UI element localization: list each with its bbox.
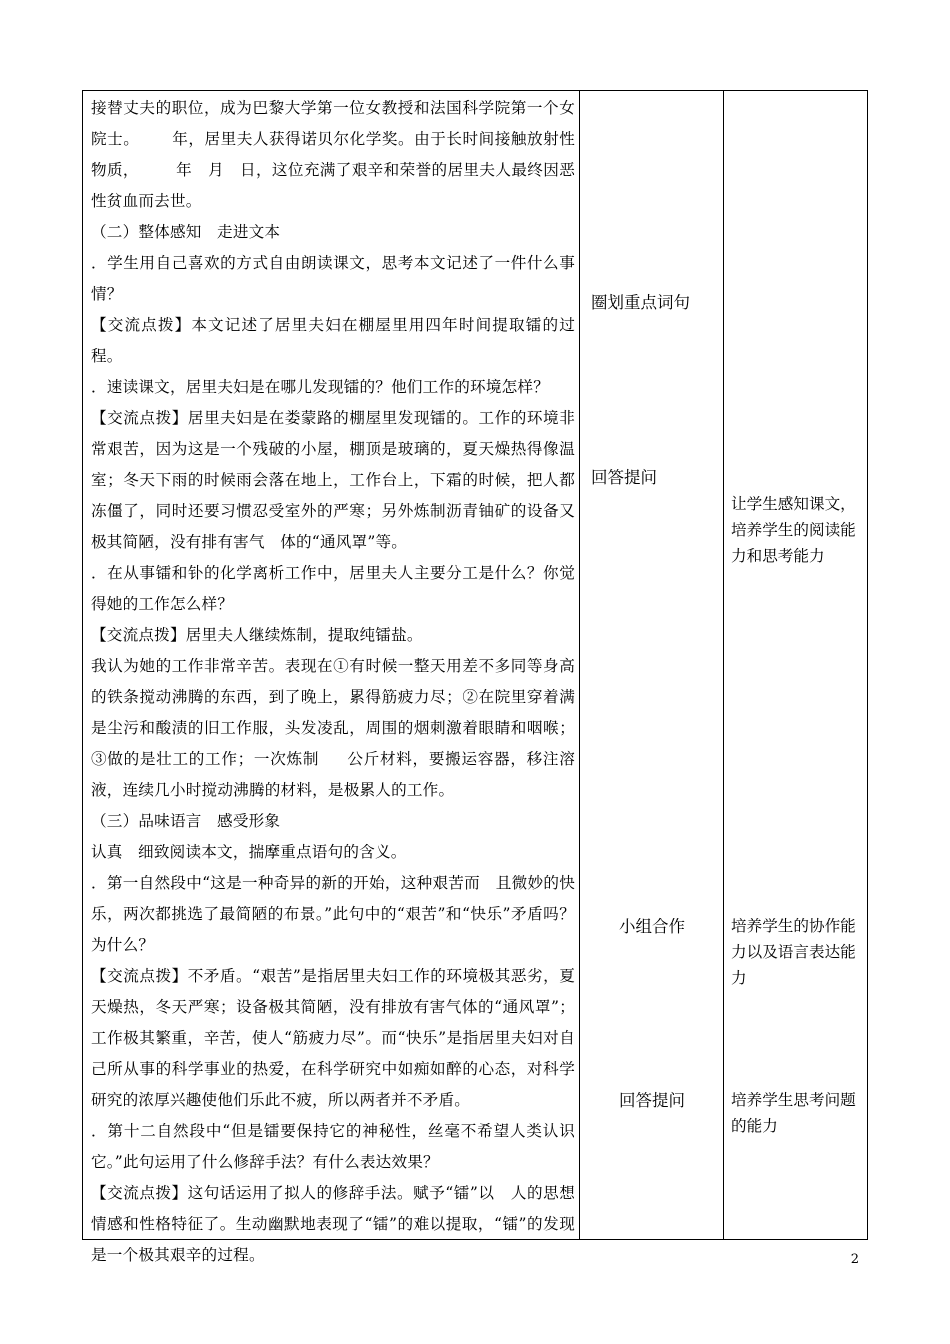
page-number: 2	[850, 1252, 859, 1267]
question-2: ．速读课文，居里夫妇是在哪儿发现镭的？他们工作的环境怎样？	[91, 378, 550, 396]
answer-1: 【交流点拨】本文记述了居里夫妇在棚屋里用四年时间提取镭的过程。	[91, 316, 575, 365]
purpose-thinking: 培养学生思考问题的能力	[731, 1091, 856, 1135]
question-3: ．在从事镭和钋的化学离析工作中，居里夫人主要分工是什么？你觉得她的工作怎么样？	[91, 564, 575, 613]
activity-answer-questions-2: 回答提问	[619, 1091, 685, 1110]
column-divider-2	[723, 91, 724, 1239]
purpose-cooperation-expression: 培养学生的协作能力以及语言表达能力	[731, 917, 856, 987]
instruction: 认真 细致阅读本文，揣摩重点语句的含义。	[91, 843, 407, 861]
column-divider-1	[579, 91, 580, 1239]
purpose-reading-thinking: 让学生感知课文，培养学生的阅读能力和思考能力	[731, 495, 856, 565]
answer-4: 【交流点拨】不矛盾。“艰苦”是指居里夫妇工作的环境极其恶劣，夏天燥热，冬天严寒；设备极其简陋，没有排放有害气体的“通风罩”；工作极其繁重，辛苦，使人“筋疲力尽”。而“快乐”是指居里夫妇对自己所从事的科学事业的热爱，在科学研究中如痴如醉的心态，对科学研究的浓厚兴趣使他们乐此不疲，所以两者并不矛盾。	[91, 967, 575, 1109]
teaching-content-column	[91, 93, 575, 1271]
paragraph-intro: 接替丈夫的职位，成为巴黎大学第一位女教授和法国科学院第一个女院士。 年，居里夫人获得诺贝尔化学奖。由于长时间接触放射性物质， 年 月 日，这位充满了艰辛和荣誉的居里夫人最终因恶性贫血而去世。	[91, 99, 575, 210]
activity-group-work: 小组合作	[619, 917, 685, 936]
activity-circle-key-phrases: 圈划重点词句	[591, 293, 690, 312]
answer-2: 【交流点拨】居里夫妇是在娄蒙路的棚屋里发现镭的。工作的环境非常艰苦，因为这是一个残破的小屋，棚顶是玻璃的，夏天燥热得像温室；冬天下雨的时候雨会落在地上，工作台上，下霜的时候，把人都冻僵了，同时还要习惯忍受室外的严寒；另外炼制沥青铀矿的设备又极其简陋，没有排有害气 体的“通风罩”等。	[91, 409, 575, 551]
activity-answer-questions-1: 回答提问	[591, 468, 657, 487]
lesson-plan-table	[82, 90, 868, 1264]
question-4: ．第一自然段中“这是一种奇异的新的开始，这种艰苦而 且微妙的快乐，两次都挑选了最简陋的布景。”此句中的“艰苦”和“快乐”矛盾吗？为什么？	[91, 874, 575, 954]
question-5: ．第十二自然段中“但是镭要保持它的神秘性，丝毫不希望人类认识它。”此句运用了什么修辞手法？有什么表达效果？	[91, 1122, 575, 1171]
answer-3-detail: 我认为她的工作非常辛苦。表现在①有时候一整天用差不多同等身高的铁条搅动沸腾的东西，到了晚上，累得筋疲力尽；②在院里穿着满是尘污和酸渍的旧工作服，头发凌乱，周围的烟刺激着眼睛和咽喉；③做的是壮工的工作；一次炼制 公斤材料，要搬运容器，移注溶液，连续几小时搅动沸腾的材料，是极累人的工作。	[91, 657, 575, 799]
answer-5: 【交流点拨】这句话运用了拟人的修辞手法。赋予“镭”以 人的思想情感和性格特征了。生动幽默地表现了“镭”的难以提取，“镭”的发现是一个极其艰辛的过程。	[91, 1184, 575, 1264]
section-heading-2: （二）整体感知 走进文本	[91, 223, 281, 241]
answer-3: 【交流点拨】居里夫人继续炼制，提取纯镭盐。	[91, 626, 423, 644]
question-1: ．学生用自己喜欢的方式自由朗读课文，思考本文记述了一件什么事情？	[91, 254, 575, 303]
section-heading-3: （三）品味语言 感受形象	[91, 812, 281, 830]
